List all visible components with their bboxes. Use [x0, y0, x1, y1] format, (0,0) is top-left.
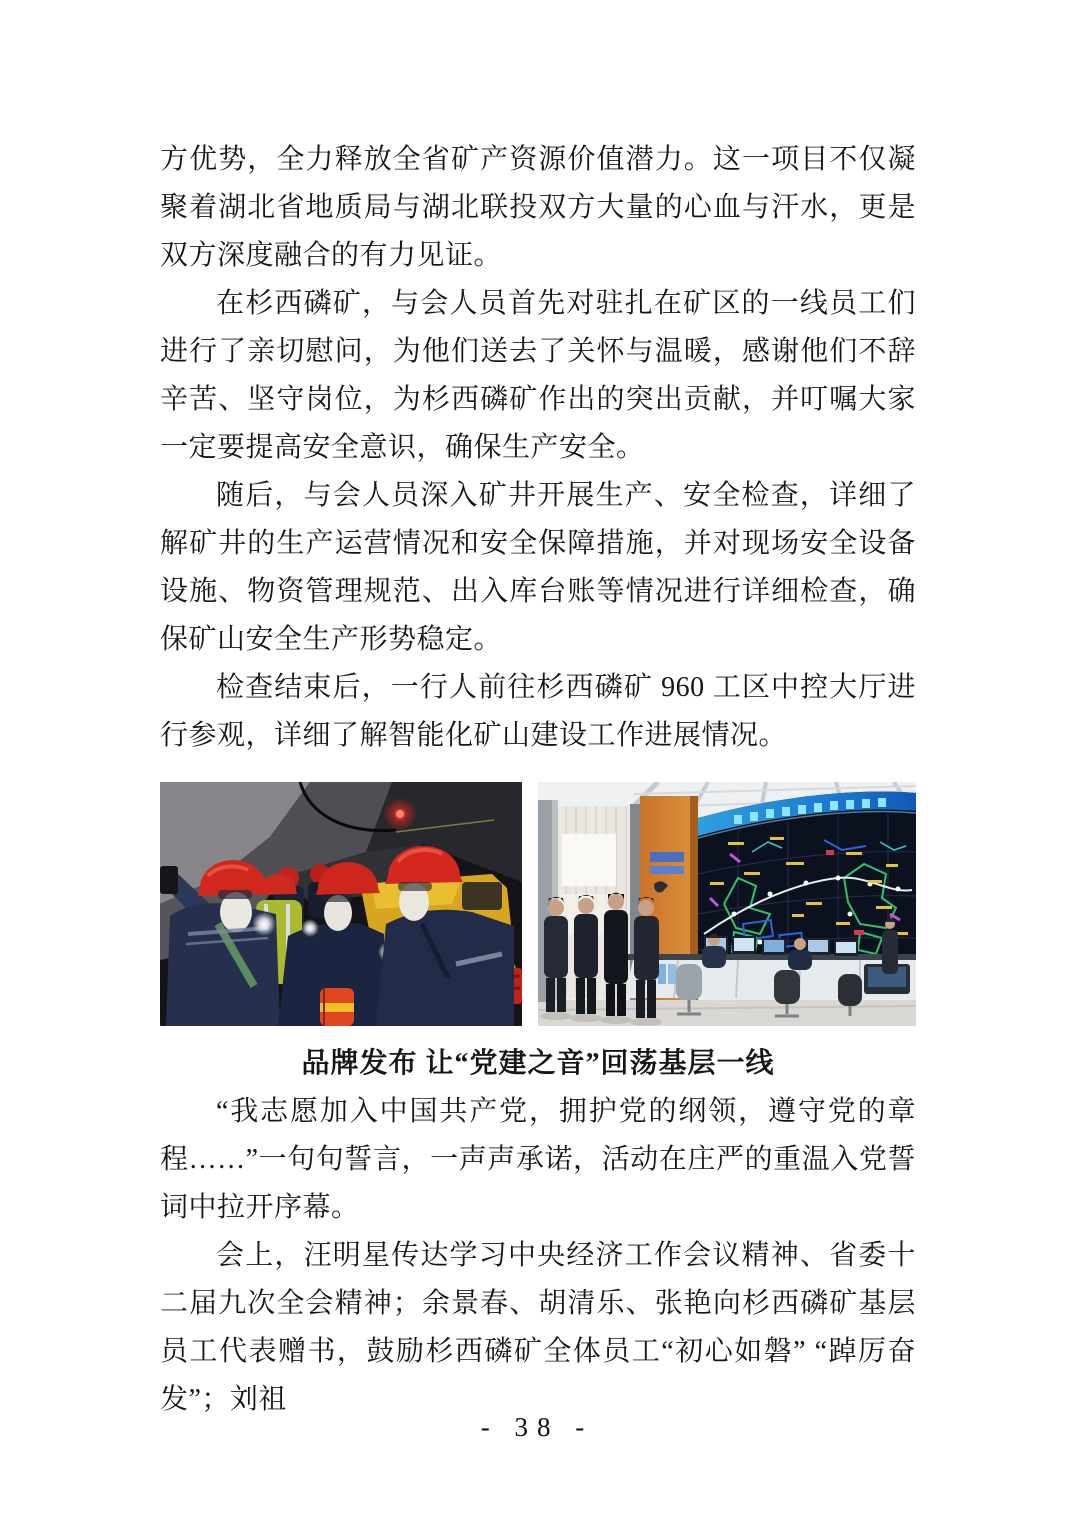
- red-lamp: [396, 810, 404, 818]
- paragraph: 方优势，全力释放全省矿产资源价值潜力。这一项目不仅凝聚着湖北省地质局与湖北联投双方大量的心血与汗水，更是双方深度融合的有力见证。: [160, 144, 916, 271]
- wall-sign: [650, 852, 684, 862]
- photo-mine-tunnel: [160, 782, 522, 1026]
- paragraph: “我志愿加入中国共产党，拥护党的纲领，遵守党的章程……”一句句誓言，一声声承诺，活动在庄严的重温入党誓词中拉开序幕。: [160, 1096, 916, 1223]
- paragraph: 检查结束后，一行人前往杉西磷矿 960 工区中控大厅进行参观，详细了解智能化矿山建设工作进展情况。: [160, 672, 916, 751]
- headlamp-glow: [252, 912, 276, 936]
- photo-caption: 品牌发布 让“党建之音”回荡基层一线: [301, 1048, 775, 1079]
- text-block: [160, 136, 916, 1424]
- paragraph: 在杉西磷矿，与会人员首先对驻扎在矿区的一线员工们进行了亲切慰问，为他们送去了关怀与温暖，感谢他们不辞辛苦、坚守岗位，为杉西磷矿作出的突出贡献，并叮嘱大家一定要提高安全意识，确保生产安全。: [160, 288, 916, 463]
- headlamp-glow: [301, 919, 319, 937]
- rescuer-device: [320, 988, 354, 1026]
- wall-sign: [650, 866, 684, 874]
- miner-left: [160, 860, 280, 1026]
- photo-control-room: [538, 782, 916, 1026]
- page-number: - 38 -: [480, 1412, 594, 1442]
- photo-row: [160, 782, 916, 1026]
- paragraph: 会上，汪明星传达学习中央经济工作会议精神、省委十二届九次全会精神；余景春、胡清乐、张艳向杉西磷矿基层员工代表赠书，鼓励杉西磷矿全体员工“初心如磐” “踔厉奋发”；刘祖: [160, 1240, 916, 1415]
- paragraph: 随后，与会人员深入矿井开展生产、安全检查，详细了解矿井的生产运营情况和安全保障措施，并对现场安全设备设施、物资管理规范、出入库台账等情况进行详细检查，确保矿山安全生产形势稳定。: [160, 480, 916, 655]
